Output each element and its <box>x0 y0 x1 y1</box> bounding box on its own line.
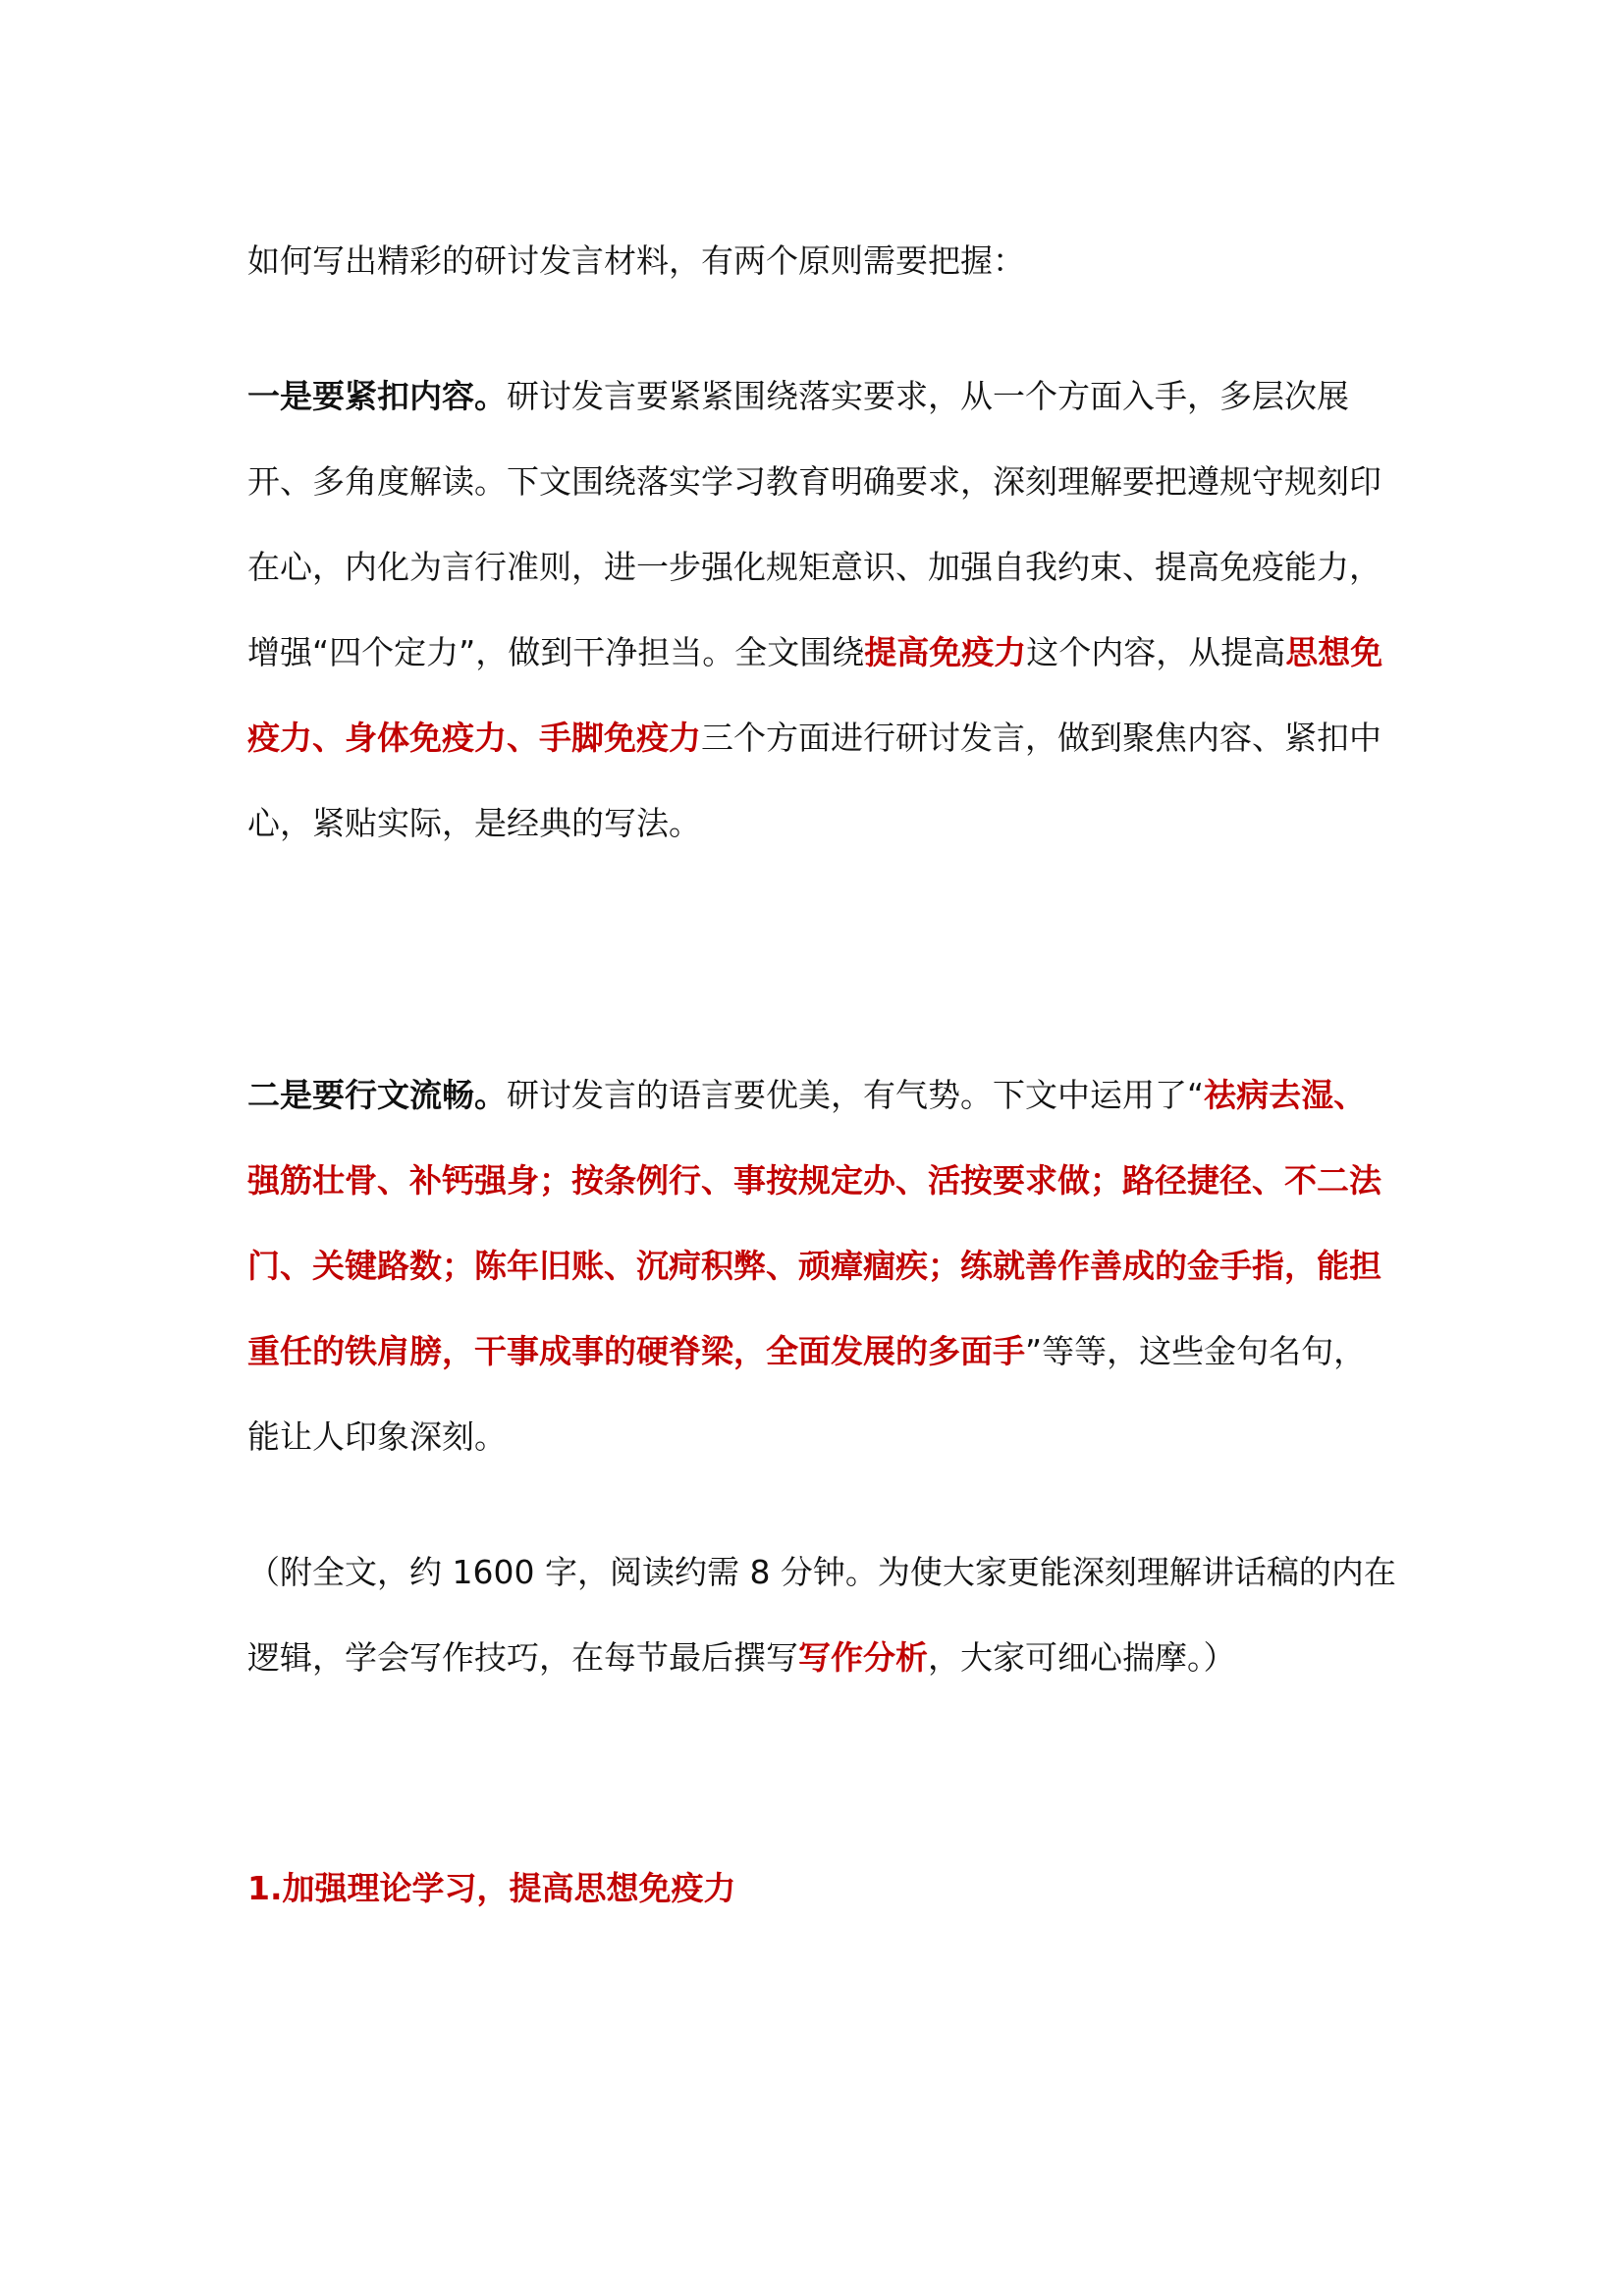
section-heading <box>247 1845 1396 1931</box>
principle-one-highlight-b: 思想免疫力、身体免疫力、手脚免疫力 <box>247 633 1383 757</box>
note-text-a: （附全文，约 1600 字，阅读约需 8 分钟。为使大家更能深刻理解讲话稿的内在逻辑，学会写作技巧，在每节最后撰写 <box>247 1553 1396 1677</box>
principle-one-text-c: 三个方面进行研讨发言，做到聚焦内容、紧扣中心，紧贴实际，是经典的写法。 <box>247 719 1381 842</box>
principle-one-text-b: 这个内容，从提高 <box>1026 633 1286 671</box>
principle-two-highlight: 祛病去湿、强筋壮骨、补钙强身；按条例行、事按规定办、活按要求做；路径捷径、不二法门、关键路数；陈年旧账、沉疴积弊、顽瘴痼疾；练就善作善成的金手指，能担重任的铁肩膀，干事成事的硬脊梁，全面发展的多面手 <box>247 1076 1381 1370</box>
note-highlight: 写作分析 <box>798 1638 928 1677</box>
note-paragraph <box>247 1529 1396 1700</box>
principle-one-title: 一是要紧扣内容。 <box>247 377 507 415</box>
principle-one-highlight-a: 提高免疫力 <box>864 633 1027 671</box>
principle-one-text-a: 研讨发言要紧紧围绕落实要求，从一个方面入手，多层次展开、多角度解读。下文围绕落实学习教育明确要求，深刻理解要把遵规守规刻印在心，内化为言行准则，进一步强化规矩意识、加强自我约束、提高免疫能力，增强“四个定力”，做到干净担当。全文围绕 <box>247 377 1381 671</box>
principle-two-text-a: 研讨发言的语言要优美，有气势。下文中运用了“ <box>507 1076 1205 1114</box>
principle-one-paragraph <box>247 353 1396 866</box>
principle-two-text-b: ”等等，这些金句名句，能让人印象深刻。 <box>247 1332 1367 1456</box>
intro-text: 如何写出精彩的研讨发言材料，有两个原则需要把握： <box>247 241 1025 280</box>
section-heading-text: 1.加强理论学习，提高思想免疫力 <box>247 1869 736 1907</box>
note-text-b: ，大家可细心揣摩。） <box>928 1638 1236 1677</box>
principle-two-paragraph <box>247 1052 1396 1479</box>
intro-paragraph <box>247 218 1396 303</box>
principle-two-title: 二是要行文流畅。 <box>247 1076 507 1114</box>
